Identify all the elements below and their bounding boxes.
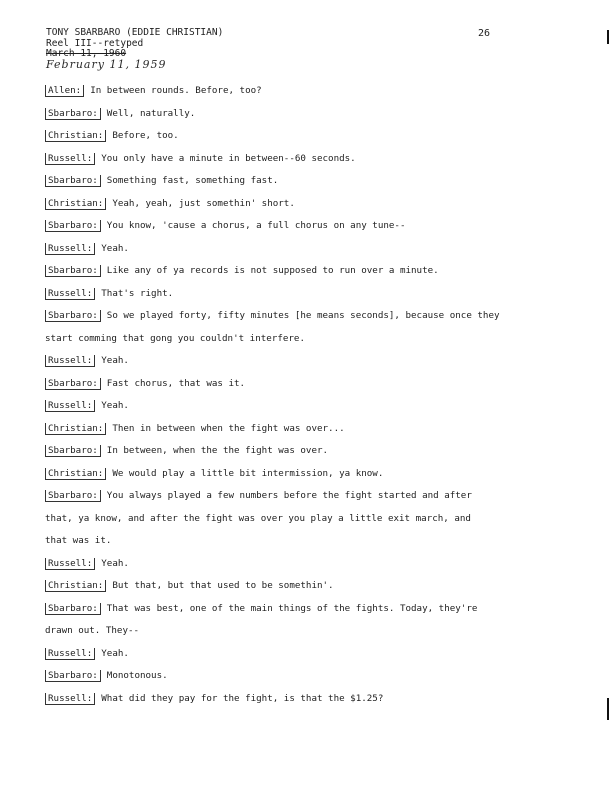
speaker-label: Sbarbaro: — [45, 220, 101, 232]
transcript-line — [45, 643, 525, 666]
utterance-text: that was it. — [45, 535, 112, 546]
transcript-line — [45, 463, 525, 486]
page-edge-mark — [607, 30, 609, 44]
speaker-label: Christian: — [45, 468, 106, 480]
transcript-line — [45, 665, 525, 688]
speaker-label: Sbarbaro: — [45, 670, 101, 682]
utterance-text: Yeah. — [101, 242, 129, 254]
utterance-text: Yeah. — [101, 647, 129, 659]
speaker-label: Sbarbaro: — [45, 490, 101, 502]
speaker-label: Russell: — [45, 693, 95, 705]
transcript-line — [45, 553, 525, 576]
page-edge-mark — [607, 698, 609, 720]
transcript-line — [45, 305, 525, 328]
handwritten-date: February 11, 1959 — [46, 58, 167, 71]
utterance-text: start comming that gong you couldn't interfere. — [45, 332, 305, 344]
utterance-text: Fast chorus, that was it. — [106, 377, 246, 389]
speaker-label: Christian: — [45, 130, 106, 142]
utterance-text: That was best, one of the main things of the fights. Today, they're — [106, 602, 478, 614]
speaker-label: Russell: — [45, 243, 95, 255]
transcript-line — [45, 530, 525, 553]
utterance-text: What did they pay for the fight, is that the $1.25? — [101, 692, 384, 704]
transcript-line — [45, 395, 525, 418]
utterance-text: Yeah. — [101, 400, 129, 411]
speaker-label: Russell: — [45, 400, 95, 412]
transcript-line — [45, 620, 525, 643]
transcript-line — [45, 238, 525, 261]
utterance-text: Well, naturally. — [106, 107, 196, 119]
utterance-text: You only have a minute in between--60 seconds. — [101, 152, 356, 164]
page-number: 26 — [478, 28, 491, 39]
utterance-text: Before, too. — [112, 130, 179, 141]
document-title: TONY SBARBARO (EDDIE CHRISTIAN) — [46, 27, 224, 38]
speaker-label: Sbarbaro: — [45, 175, 101, 187]
utterance-text: Yeah. — [101, 355, 129, 366]
transcript-line — [45, 80, 525, 103]
transcript-line — [45, 328, 525, 351]
utterance-text: Then in between when the fight was over... — [112, 422, 345, 434]
transcript-line — [45, 148, 525, 171]
transcript-line — [45, 350, 525, 373]
utterance-text: that, ya know, and after the fight was over you play a little exit march, and — [45, 512, 471, 524]
transcript-line — [45, 575, 525, 598]
speaker-label: Sbarbaro: — [45, 378, 101, 390]
speaker-label: Sbarbaro: — [45, 603, 101, 615]
speaker-label: Russell: — [45, 648, 95, 660]
speaker-label: Sbarbaro: — [45, 265, 101, 277]
speaker-label: Christian: — [45, 580, 106, 592]
transcript-line — [45, 598, 525, 621]
transcript-line — [45, 373, 525, 396]
utterance-text: Yeah, yeah, just somethin' short. — [112, 197, 295, 209]
utterance-text: We would play a little bit intermission, ya know. — [112, 467, 384, 479]
speaker-label: Christian: — [45, 198, 106, 210]
speaker-label: Russell: — [45, 355, 95, 367]
transcript-line — [45, 418, 525, 441]
utterance-text: Like any of ya records is not supposed to run over a minute. — [106, 265, 439, 276]
transcript-line — [45, 688, 525, 711]
speaker-label: Allen: — [45, 85, 84, 97]
transcript-body — [45, 80, 525, 710]
transcript-line — [45, 193, 525, 216]
transcript-line — [45, 440, 525, 463]
speaker-label: Sbarbaro: — [45, 108, 101, 120]
struck-date: March 11, 1960 — [46, 48, 127, 59]
utterance-text: drawn out. They-- — [45, 625, 140, 636]
speaker-label: Russell: — [45, 288, 95, 300]
utterance-text: Something fast, something fast. — [106, 175, 279, 186]
transcript-line — [45, 260, 525, 283]
speaker-label: Sbarbaro: — [45, 445, 101, 457]
transcript-line — [45, 170, 525, 193]
utterance-text: You always played a few numbers before the fight started and after — [106, 490, 472, 501]
utterance-text: But that, but that used to be somethin'. — [112, 580, 334, 591]
utterance-text: Yeah. — [101, 557, 129, 569]
speaker-label: Russell: — [45, 558, 95, 570]
transcript-line — [45, 508, 525, 531]
utterance-text: That's right. — [101, 287, 174, 299]
utterance-text: You know, 'cause a chorus, a full chorus on any tune-- — [106, 220, 406, 231]
speaker-label: Christian: — [45, 423, 106, 435]
transcript-line — [45, 103, 525, 126]
utterance-text: Monotonous. — [106, 670, 168, 681]
speaker-label: Russell: — [45, 153, 95, 165]
transcript-line — [45, 485, 525, 508]
transcript-line — [45, 283, 525, 306]
transcript-line — [45, 125, 525, 148]
utterance-text: In between rounds. Before, too? — [90, 85, 262, 96]
utterance-text: So we played forty, fifty minutes [he means seconds], because once they — [106, 310, 500, 321]
reel-label: Reel III--retyped — [46, 38, 144, 49]
speaker-label: Sbarbaro: — [45, 310, 101, 322]
transcript-line — [45, 215, 525, 238]
utterance-text: In between, when the the fight was over. — [106, 445, 329, 456]
